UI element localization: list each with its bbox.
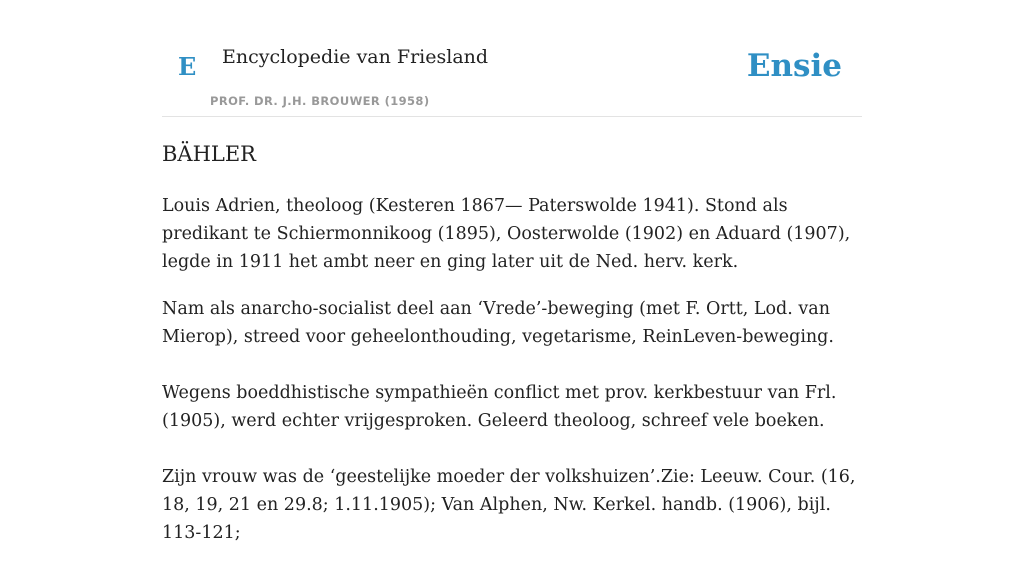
book-title[interactable]: Encyclopedie van Friesland <box>222 46 489 68</box>
ensie-logo[interactable]: Ensie <box>746 48 842 84</box>
entry-paragraph: Zijn vrouw was de ‘geestelijke moeder der volkshuizen’.Zie: Leeuw. Cour. (16, 18, 19, 21 en 29.8; 1.11.1905); Van Alphen, Nw. Kerkel. handb. (1906), bijl. 113-121; <box>162 467 856 543</box>
entry-content <box>162 138 862 566</box>
entry-paragraph: Louis Adrien, theoloog (Kesteren 1867— Paterswolde 1941). Stond als predikant te Schiermonnikoog (1895), Oosterwolde (1902) en Aduard (1907), legde in 1911 het ambt neer en ging later uit de Ned. herv. kerk. <box>162 196 851 272</box>
logo-letter[interactable]: E <box>178 52 197 81</box>
entry-title: BÄHLER <box>162 142 256 166</box>
entry-paragraph: Wegens boeddhistische sympathieën conflict met prov. kerkbestuur van Frl. (1905), werd echter vrijgesproken. Geleerd theoloog, schreef vele boeken. <box>162 383 837 431</box>
book-author: PROF. DR. J.H. BROUWER (1958) <box>210 94 430 108</box>
entry-paragraph: Nam als anarcho-socialist deel aan ‘Vrede’-beweging (met F. Ortt, Lod. van Mierop), streed voor geheelonthouding, vegetarisme, ReinLeven-beweging. <box>162 299 834 347</box>
site-header <box>162 0 862 117</box>
